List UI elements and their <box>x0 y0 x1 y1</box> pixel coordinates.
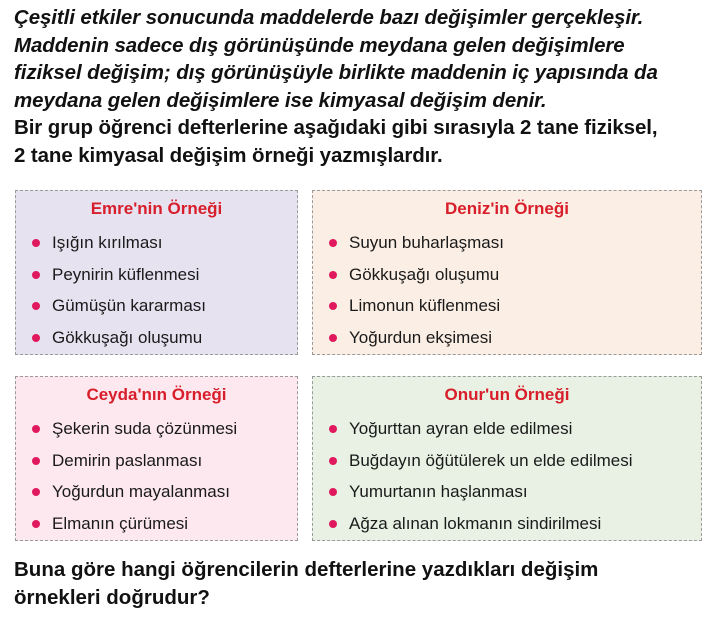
list-item <box>16 290 297 322</box>
emre-example-list <box>16 227 297 353</box>
bullet-icon <box>329 302 337 310</box>
deniz-example-list <box>313 227 701 353</box>
intro-line-2: Maddenin sadece dış görünüşünde meydana gelen değişimlere <box>14 33 625 57</box>
bullet-icon <box>329 520 337 528</box>
emre-example-box <box>15 190 298 355</box>
list-item-text: Peynirin küflenmesi <box>52 264 200 284</box>
onur-example-box <box>312 376 702 541</box>
ceyda-example-box <box>15 376 298 541</box>
list-item <box>16 413 297 445</box>
onur-example-list <box>313 413 701 539</box>
list-item-text: Buğdayın öğütülerek un elde edilmesi <box>349 450 633 470</box>
question-line-2: örnekleri doğrudur? <box>14 586 210 609</box>
list-item-text: Limonun küflenmesi <box>349 296 501 315</box>
list-item-text: Yoğurttan ayran elde edilmesi <box>349 419 573 438</box>
list-item <box>16 227 297 259</box>
bullet-icon <box>32 239 40 247</box>
onur-box-title: Onur'un Örneği <box>444 385 570 404</box>
list-item-text: Demirin paslanması <box>52 450 203 470</box>
bullet-icon <box>32 425 40 433</box>
list-item-text: Gümüşün kararması <box>52 296 206 315</box>
intro-text <box>14 4 714 169</box>
ceyda-example-list <box>16 413 297 539</box>
list-item <box>16 322 297 354</box>
bullet-icon <box>32 271 40 279</box>
list-item <box>313 445 701 477</box>
list-item <box>16 508 297 540</box>
bullet-icon <box>32 488 40 496</box>
bullet-icon <box>329 334 337 342</box>
bullet-icon <box>329 457 337 465</box>
intro-line-3: fiziksel değişim; dış görünüşüyle birlikte maddenin iç yapısında da <box>14 61 658 84</box>
emre-box-title: Emre'nin Örneği <box>90 199 223 218</box>
list-item-text: Yoğurdun ekşimesi <box>349 327 493 347</box>
bullet-icon <box>32 334 40 342</box>
intro-line-4: meydana gelen değişimlere ise kimyasal değişim denir. <box>14 88 547 112</box>
list-item-text: Şekerin suda çözünmesi <box>52 419 238 438</box>
bullet-icon <box>32 520 40 528</box>
bullet-icon <box>329 239 337 247</box>
bullet-icon <box>329 425 337 433</box>
list-item <box>16 476 297 508</box>
question-line-1: Buna göre hangi öğrencilerin defterlerine yazdıkları değişim <box>14 558 599 581</box>
intro-line-1: Çeşitli etkiler sonucunda maddelerde bazı değişimler gerçekleşir. <box>14 6 644 29</box>
list-item <box>313 476 701 508</box>
list-item-text: Ağza alınan lokmanın sindirilmesi <box>349 513 602 533</box>
list-item <box>313 508 701 540</box>
list-item-text: Elmanın çürümesi <box>52 513 189 533</box>
list-item <box>16 259 297 291</box>
deniz-box-title: Deniz'in Örneği <box>445 199 569 218</box>
intro-line-5: Bir grup öğrenci defterlerine aşağıdaki gibi sırasıyla 2 tane fiziksel, <box>14 116 658 139</box>
list-item-text: Işığın kırılması <box>52 233 163 252</box>
list-item <box>313 322 701 354</box>
deniz-example-box <box>312 190 702 355</box>
list-item <box>16 445 297 477</box>
list-item-text: Gökkuşağı oluşumu <box>52 327 203 347</box>
list-item <box>313 227 701 259</box>
bullet-icon <box>329 488 337 496</box>
list-item <box>313 259 701 291</box>
intro-line-6: 2 tane kimyasal değişim örneği yazmışlardır. <box>14 143 443 167</box>
list-item <box>313 413 701 445</box>
list-item <box>313 290 701 322</box>
list-item-text: Yumurtanın haşlanması <box>349 482 528 501</box>
ceyda-box-title: Ceyda'nın Örneği <box>86 385 227 404</box>
bullet-icon <box>329 271 337 279</box>
list-item-text: Yoğurdun mayalanması <box>52 482 230 501</box>
question-text <box>14 556 714 612</box>
bullet-icon <box>32 457 40 465</box>
list-item-text: Gökkuşağı oluşumu <box>349 264 500 284</box>
list-item-text: Suyun buharlaşması <box>349 233 504 252</box>
bullet-icon <box>32 302 40 310</box>
